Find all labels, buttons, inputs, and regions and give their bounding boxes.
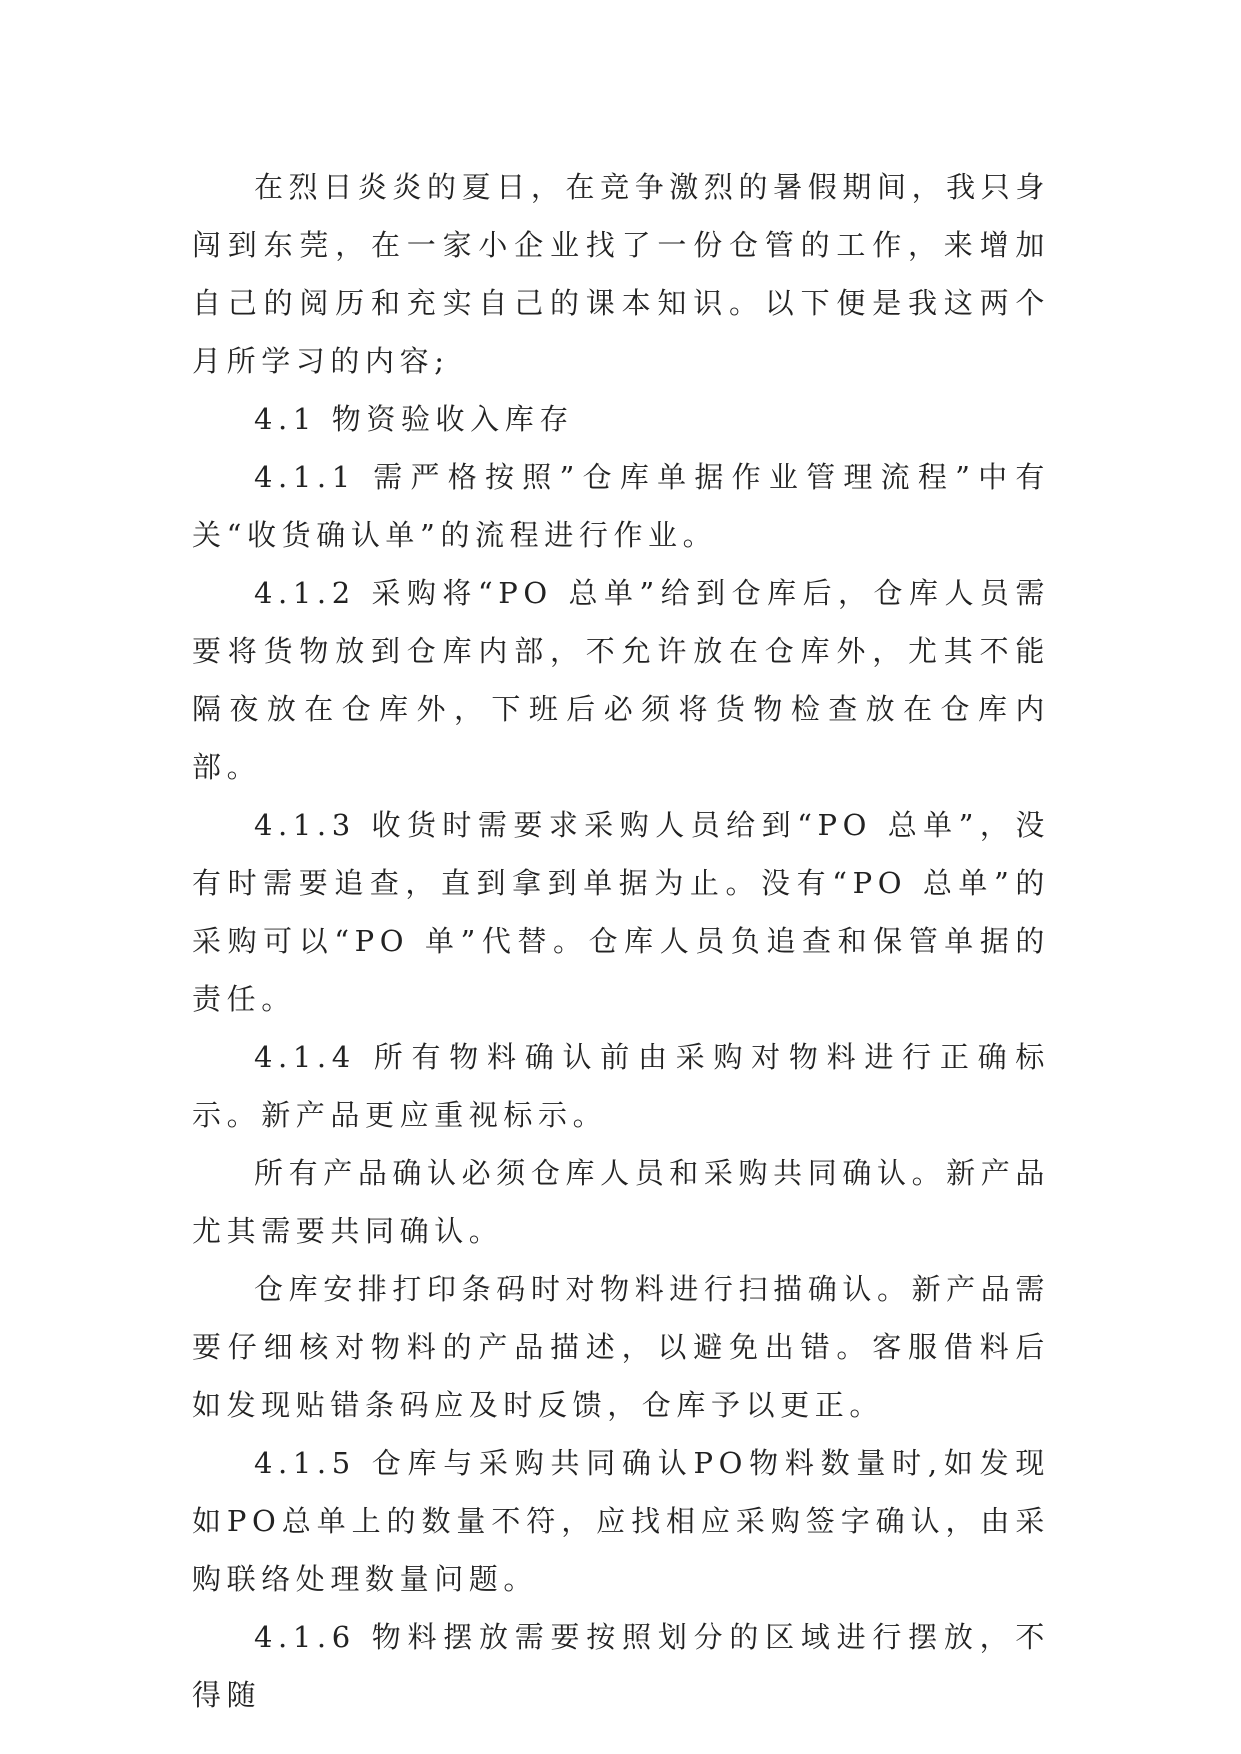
clause-4-1-5: 4.1.5 仓库与采购共同确认PO物料数量时,如发现如PO总单上的数量不符，应找相应采购签字确认，由采购联络处理数量问题。 (192, 1446, 1050, 1596)
clause-4-1-6: 4.1.6 物料摆放需要按照划分的区域进行摆放，不得随 (192, 1620, 1050, 1712)
clause-4-1-3: 4.1.3 收货时需要求采购人员给到“PO 总单”，没有时需要追查，直到拿到单据为止。没有“PO 总单”的采购可以“PO 单”代替。仓库人员负追查和保管单据的责任。 (192, 808, 1050, 1016)
clause-4-1-2: 4.1.2 采购将“PO 总单”给到仓库后，仓库人员需要将货物放到仓库内部，不允许放在仓库外，尤其不能隔夜放在仓库外，下班后必须将货物检查放在仓库内部。 (192, 576, 1050, 784)
clause-4-1-4: 4.1.4 所有物料确认前由采购对物料进行正确标示。新产品更应重视标示。 (192, 1040, 1050, 1132)
clause-4-1-4-note-2: 仓库安排打印条码时对物料进行扫描确认。新产品需要仔细核对物料的产品描述，以避免出错。客服借料后如发现贴错条码应及时反馈，仓库予以更正。 (192, 1272, 1050, 1422)
section-heading-4-1: 4.1 物资验收入库存 (254, 402, 574, 436)
clause-4-1-1: 4.1.1 需严格按照”仓库单据作业管理流程”中有关“收货确认单”的流程进行作业。 (192, 460, 1050, 552)
clause-4-1-4-note-1: 所有产品确认必须仓库人员和采购共同确认。新产品尤其需要共同确认。 (192, 1156, 1050, 1248)
document-body (192, 158, 1050, 1724)
intro-paragraph: 在烈日炎炎的夏日，在竞争激烈的暑假期间，我只身闯到东莞，在一家小企业找了一份仓管的工作，来增加自己的阅历和充实自己的课本知识。以下便是我这两个月所学习的内容; (192, 170, 1050, 378)
